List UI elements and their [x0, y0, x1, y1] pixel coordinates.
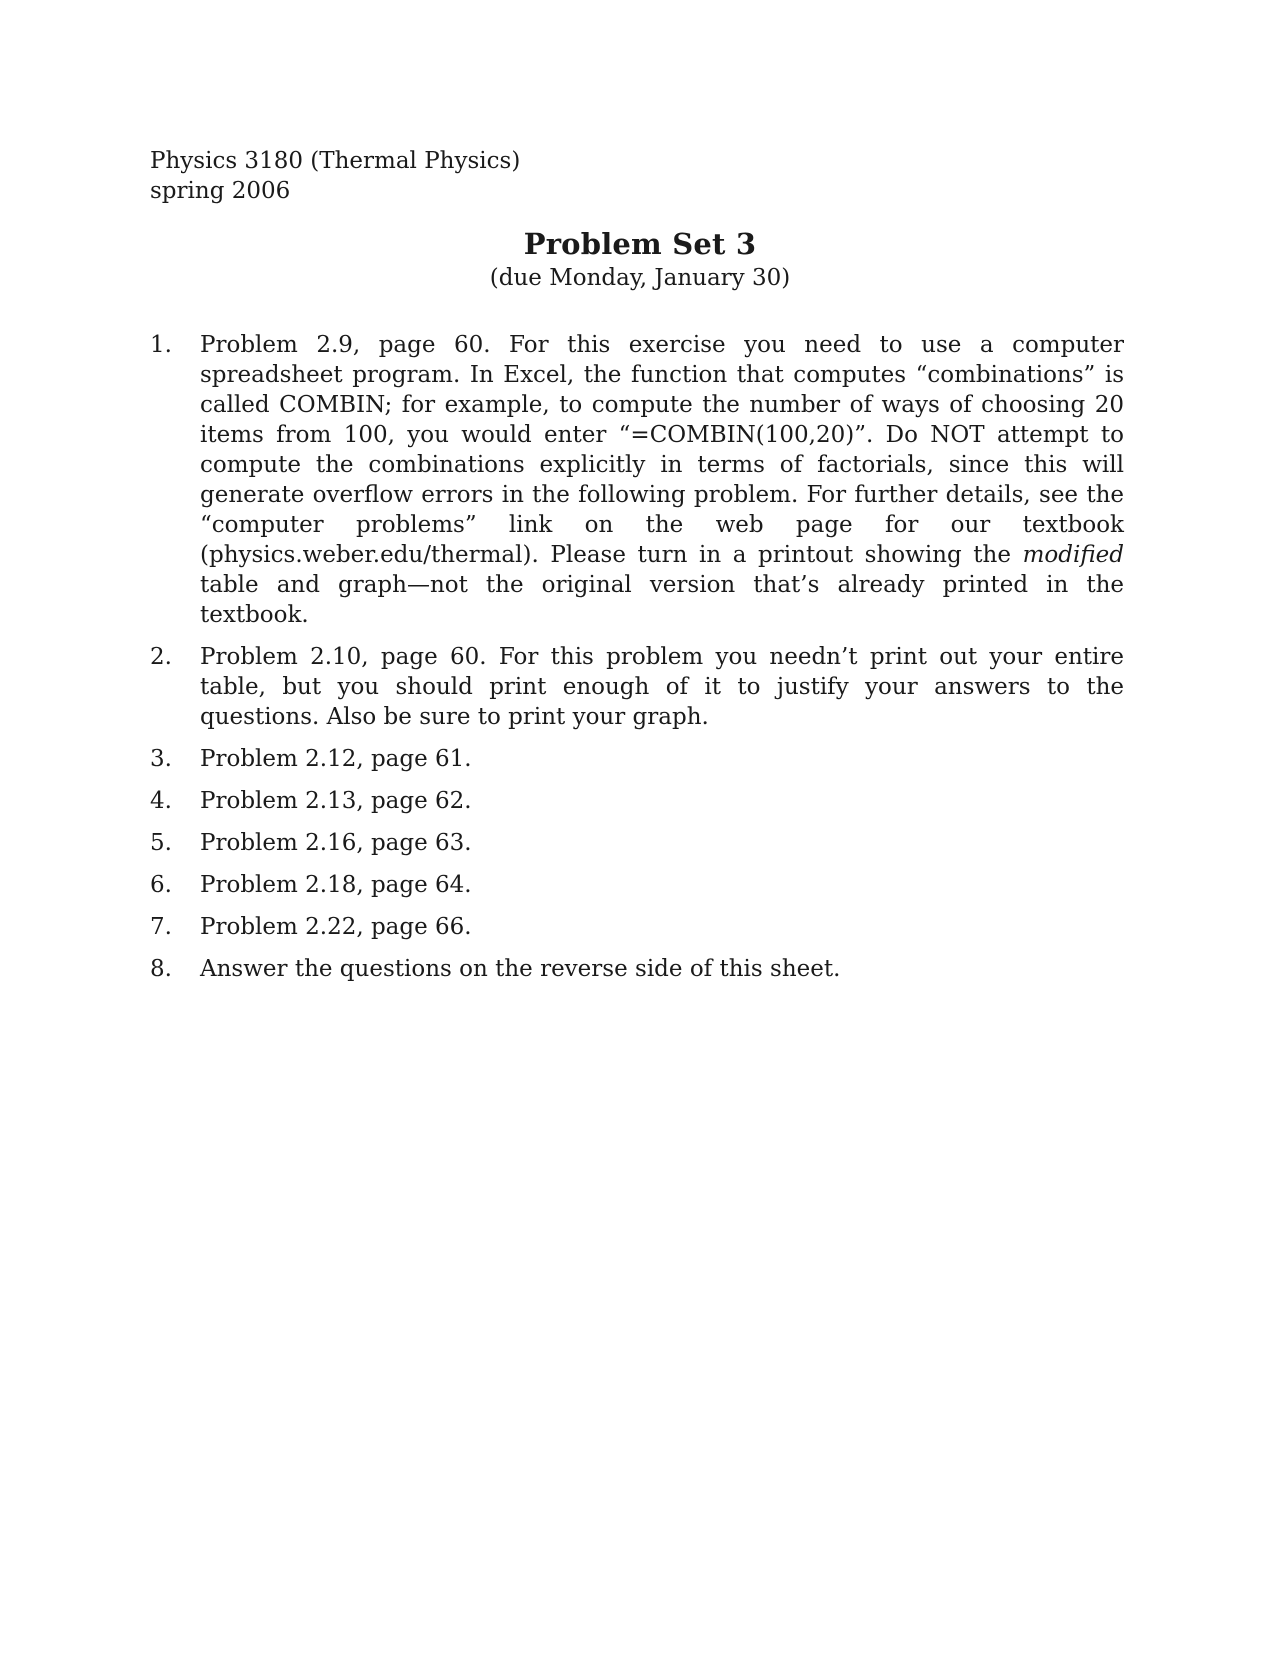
problem-number: 4.: [150, 788, 172, 814]
problem-text: Problem 2.18, page 64.: [200, 872, 472, 898]
problem-text: Answer the questions on the reverse side of this sheet.: [200, 956, 841, 982]
term: spring 2006: [150, 178, 291, 204]
problem-number: 3.: [150, 746, 172, 772]
problem-text: Problem 2.22, page 66.: [200, 914, 472, 940]
title-block: [0, 226, 1280, 294]
problem-item: [150, 330, 1124, 630]
problem-item: [150, 744, 1124, 774]
problem-text-part: table and graph—not the original version that’s already printed in the textbook.: [200, 572, 1124, 628]
course-name: Physics 3180 (Thermal Physics): [150, 148, 521, 174]
problem-number: 5.: [150, 830, 172, 856]
problem-text: Problem 2.10, page 60. For this problem you needn’t print out your entire table, but you should print enough of it to justify your answers to the questions. Also be sure to print your graph.: [200, 644, 1124, 730]
problem-item: [150, 912, 1124, 942]
problem-text: Problem 2.12, page 61.: [200, 746, 472, 772]
problem-list: [150, 330, 1124, 996]
emphasized-word: modified: [1022, 542, 1124, 568]
due-date: (due Monday, January 30): [489, 265, 791, 291]
problem-item: [150, 828, 1124, 858]
problem-text: Problem 2.16, page 63.: [200, 830, 472, 856]
problem-number: 6.: [150, 872, 172, 898]
problem-item: [150, 642, 1124, 732]
problem-number: 7.: [150, 914, 172, 940]
problem-item: [150, 786, 1124, 816]
problem-number: 2.: [150, 644, 172, 670]
problem-text: [200, 330, 1124, 630]
problem-text-part: Problem 2.9, page 60. For this exercise you need to use a computer spreadsheet program. In Excel, the function that computes “combinations” is called COMBIN; for example, to compute the number of ways of choosing 20 items from 100, you would enter “=COMBIN(100,20)”. Do NOT attempt to compute the combinations explicitly in terms of factorials, since this will generate overflow errors in the following problem. For further details, see the “computer problems” link on the web page for our textbook (physics.weber.edu/thermal). Please turn in a printout showing the: [200, 332, 1124, 568]
course-header: [150, 146, 520, 206]
problem-number: 1.: [150, 332, 172, 358]
problem-item: [150, 870, 1124, 900]
page-title: Problem Set 3: [523, 227, 757, 261]
problem-number: 8.: [150, 956, 172, 982]
problem-text: Problem 2.13, page 62.: [200, 788, 472, 814]
problem-item: [150, 954, 1124, 984]
